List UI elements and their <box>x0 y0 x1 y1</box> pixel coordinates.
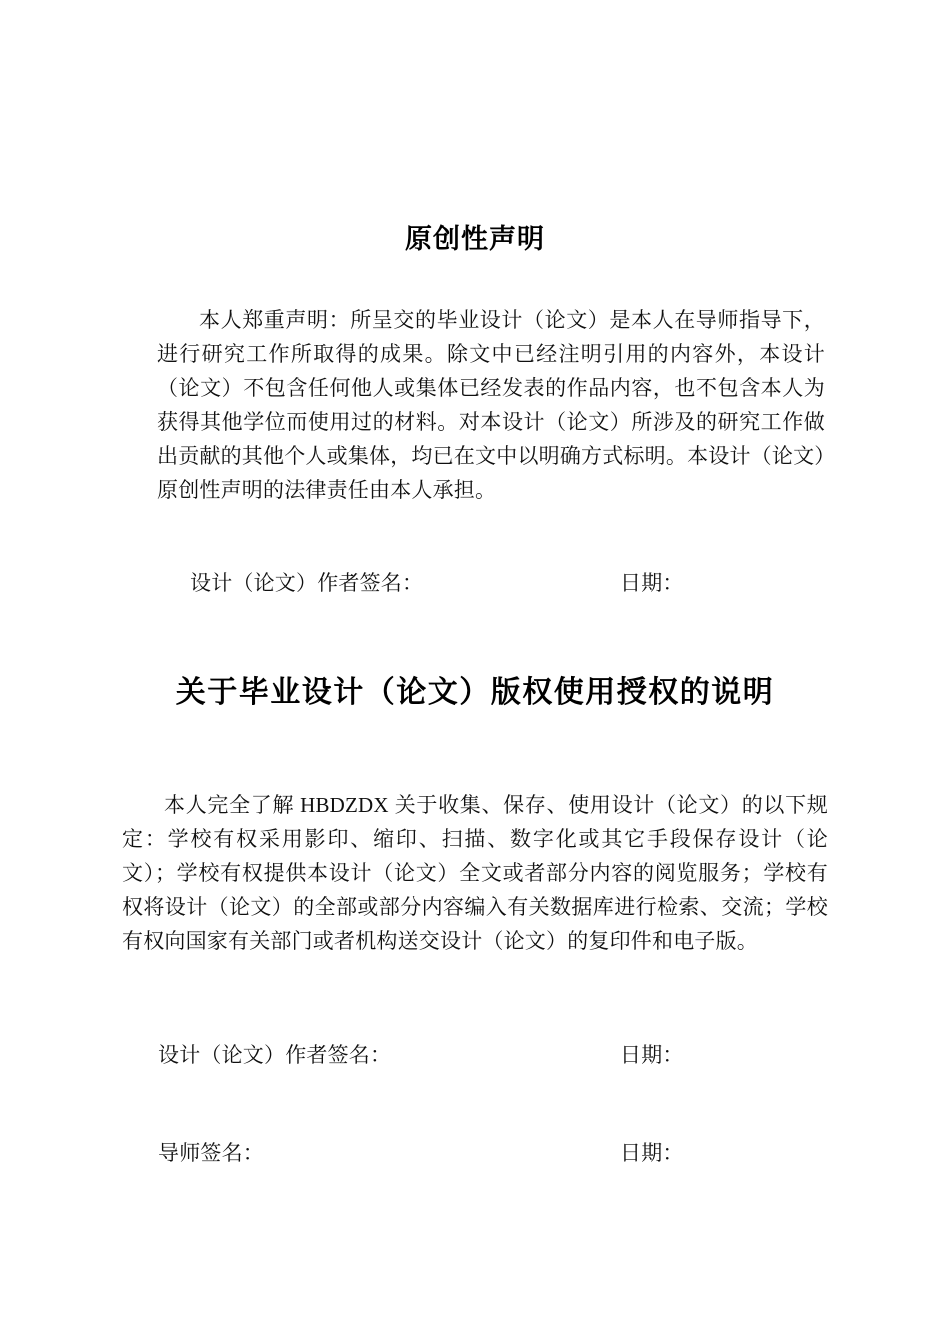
originality-date-field <box>620 568 684 598</box>
copyright-advisor-date-label: 日期： <box>620 1141 684 1165</box>
copyright-advisor-date-field <box>620 1138 684 1168</box>
copyright-author-date-label: 日期： <box>620 1043 684 1067</box>
copyright-author-signature-label: 设计（论文）作者签名： <box>158 1043 392 1067</box>
copyright-author-signature-line <box>158 1040 571 1070</box>
originality-author-signature-line <box>190 568 603 598</box>
originality-statement-heading: 原创性声明 <box>405 224 545 254</box>
originality-author-signature-label: 设计（论文）作者签名： <box>190 571 424 595</box>
copyright-author-date-field <box>620 1040 684 1070</box>
originality-statement-body: 本人郑重声明：所呈交的毕业设计（论文）是本人在导师指导下，进行研究工作所取得的成果。除文中已经注明引用的内容外，本设计（论文）不包含任何他人或集体已经发表的作品内容，也不包含本人为获得其他学位而使用过的材料。对本设计（论文）所涉及的研究工作做出贡献的其他个人或集体，均已在文中以明确方式标明。本设计（论文）原创性声明的法律责任由本人承担。 <box>157 308 825 502</box>
copyright-authorization-body: 本人完全了解 HBDZDX 关于收集、保存、使用设计（论文）的以下规定：学校有权采用影印、缩印、扫描、数字化或其它手段保存设计（论文）；学校有权提供本设计（论文）全文或者部分内容的阅览服务；学校有权将设计（论文）的全部或部分内容编入有关数据库进行检索、交流；学校有权向国家有关部门或者机构送交设计（论文）的复印件和电子版。 <box>122 793 828 953</box>
copyright-advisor-signature-label: 导师签名： <box>158 1141 264 1165</box>
copyright-authorization-heading: 关于毕业设计（论文）版权使用授权的说明 <box>175 676 775 709</box>
copyright-advisor-signature-line <box>158 1138 444 1168</box>
originality-date-label: 日期： <box>620 571 684 595</box>
